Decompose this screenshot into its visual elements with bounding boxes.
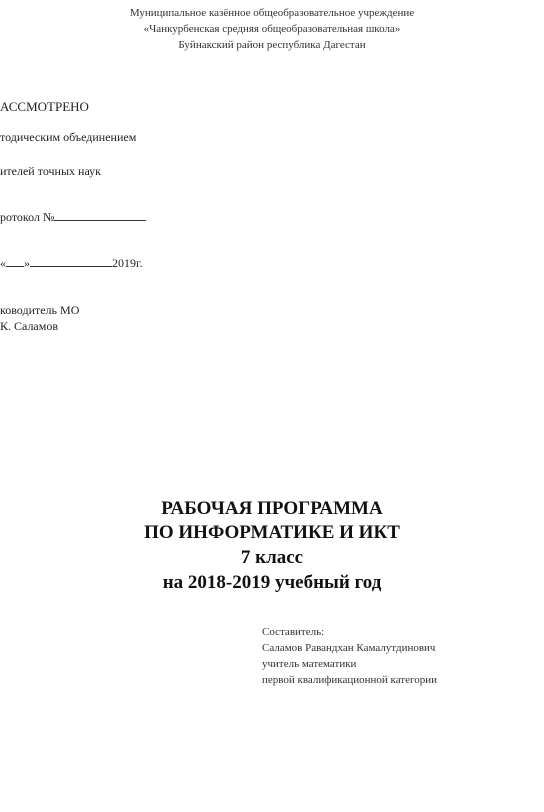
compiler-label: Составитель:: [262, 626, 325, 638]
protocol-label: ротокол №: [0, 210, 55, 224]
protocol-line: [0, 210, 146, 224]
head-title: ководитель МО: [0, 303, 80, 317]
compiler-position: учитель математики: [262, 658, 357, 670]
considered-label: АССМОТРЕНО: [0, 99, 89, 114]
school-header-line-3: Буйнакский район республика Дагестан: [178, 39, 366, 51]
teachers-line: ителей точных наук: [0, 164, 101, 178]
date-year: 2019г.: [112, 256, 143, 270]
school-header-line-2: «Чанкурбенская средняя общеобразовательная школа»: [143, 23, 401, 35]
title-line-3: 7 класс: [240, 547, 304, 568]
date-open-quote: «: [0, 256, 6, 270]
date-line: [0, 256, 143, 270]
title-line-1: РАБОЧАЯ ПРОГРАММА: [161, 498, 383, 519]
compiler-category: первой квалификационной категории: [262, 674, 438, 686]
compiler-name: Саламов Равандхан Камалутдинович: [262, 642, 436, 654]
school-header-line-1: Муниципальное казённое общеобразовательное учреждение: [129, 7, 415, 19]
date-month-blank: [30, 256, 112, 267]
title-line-4: на 2018-2019 учебный год: [162, 572, 382, 593]
association-line: тодическим объединением: [0, 130, 137, 144]
protocol-number-blank: [54, 210, 146, 221]
date-day-blank: [6, 256, 24, 267]
head-name: К. Саламов: [0, 319, 59, 333]
date-close-quote: »: [24, 256, 30, 270]
title-line-2: ПО ИНФОРМАТИКЕ И ИКТ: [144, 522, 400, 543]
